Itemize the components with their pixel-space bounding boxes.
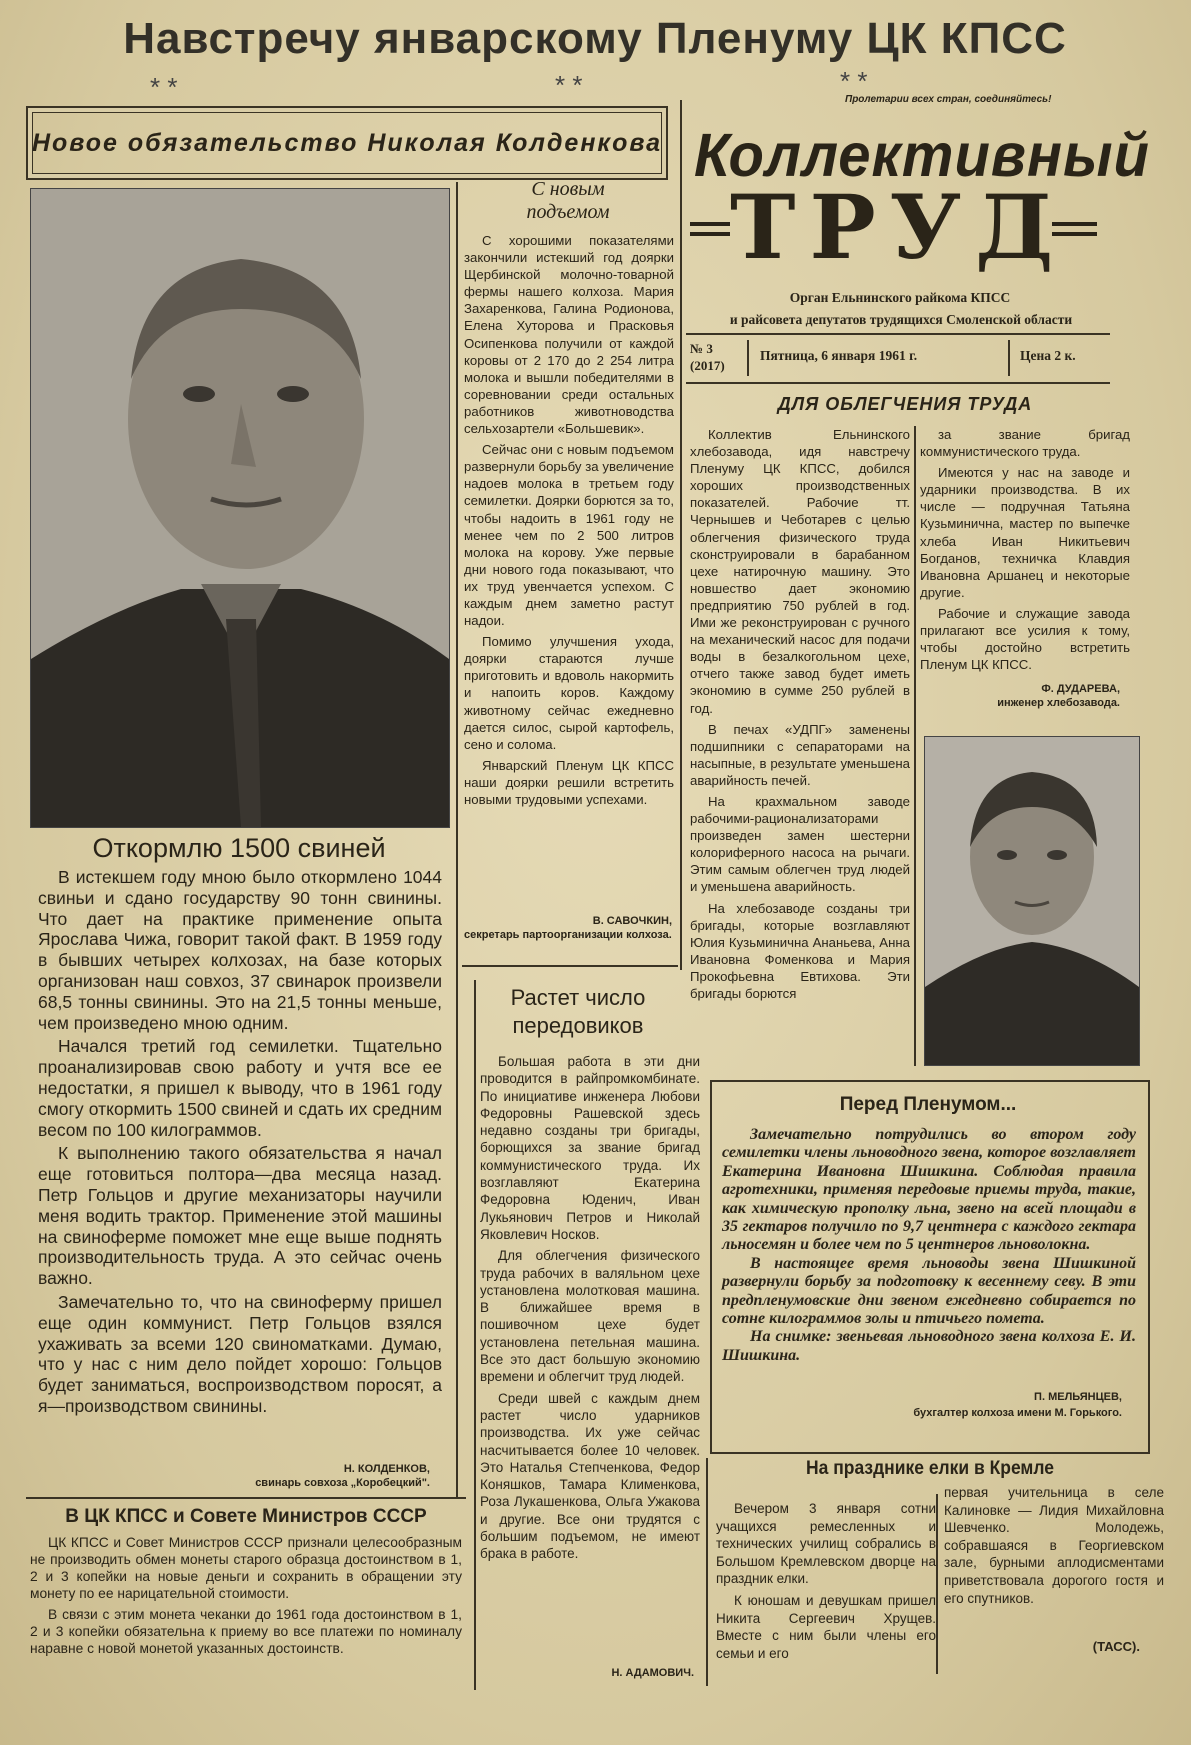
dudareva-signature-role: инженер хлебозавода. — [997, 697, 1120, 709]
adamovich-signature: Н. АДАМОВИЧ. — [611, 1667, 694, 1679]
banner-stars-2: * * — [555, 70, 583, 100]
kolden-photo — [30, 188, 450, 828]
adamovich-paragraph: Для облегчения физического труда рабочих в валяльном цехе установлена молотковая машина. В ближайшее время в пошивочном цехе будет установлена петельная машина. Все это даст большую экономию времени и облегчит труд людей. — [480, 1248, 700, 1385]
masthead-rule-top — [686, 333, 1110, 335]
kolden-paragraph: К выполнению такого обязательства я начал еще готовиться полтора—два месяца назад. Петр Гольцов и другие механизаторы научили меня водить трактор. Применение этой машины на свиноферме поможет мне еще выше поднять производительность труда. А это сейчас очень важно. — [38, 1143, 442, 1289]
issue-date: Пятница, 6 января 1961 г. — [760, 348, 918, 363]
masthead-sep-1 — [747, 340, 749, 376]
savochkin-title-line: подъемом — [526, 201, 610, 223]
col-sep-1b — [474, 980, 476, 1690]
adamovich-body — [480, 1053, 700, 1567]
adamovich-paragraph: Большая работа в эти дни проводится в райпромкомбинате. По инициативе инженера Любови Федоровны Рашевской здесь недавно созданы три бригады, борющихся за звание бригад коммунистического труда. Их возглавляют Екатерина Федоровна Юденич, Иван Лукьянович Петров и Николай Яковлевич Носков. — [480, 1054, 700, 1242]
cc-paragraph: В связи с этим монета чеканки до 1961 года достоинством в 1, 2 и 3 копейки обязательна к приему во все платежи по номиналу наравне с новой монетой указанных достоинств. — [30, 1607, 462, 1656]
dudareva-paragraph: за звание бригад коммунистического труда. — [920, 427, 1130, 460]
cc-title: В ЦК КПСС и Совете Министров СССР — [65, 1506, 427, 1527]
adamovich-title-line: передовиков — [512, 1013, 644, 1038]
savochkin-paragraph: С хорошими показателями закончили истекший год доярки Щербинской молочно-товарной фермы нашего колхоза. Мария Захаренкова, Галина Родионова, Елена Хуторова и Прасковья Осипенкова получили от каждой коровы от 2 170 до 2 254 литра молока и вышли победителями в соревновании среди остальных работников животноводства сельхозартели «Большевик». — [464, 233, 674, 437]
savochkin-title-line: С новым — [531, 178, 605, 200]
masthead-dash-left — [690, 222, 730, 236]
kolden-signature: Н. КОЛДЕНКОВ, — [343, 1463, 430, 1475]
savochkin-paragraph: Сейчас они с новым подъемом развернули борьбу за увеличение надоев молока в третьем году семилетки. Доярки борются за то, чтобы надоить в 1961 году не менее чем по 2 500 литров молока на корову. Уже первые дни нового года показывают, что их труд увенчается успехом. С каждым днем заметно растут надои. — [464, 442, 674, 629]
dudareva-body-right — [920, 426, 1130, 677]
kolden-box-title — [26, 106, 668, 180]
dudareva-body-left — [690, 426, 910, 1006]
masthead-name-main: ТРУД — [730, 175, 1068, 279]
dudareva-col-sep — [914, 426, 916, 1066]
dudareva-paragraph: На крахмальном заводе рабочими-рационализаторами произведен замен шестерни колориферного насоса на рычаги. Этим самым облегчен труд людей и уменьшена аварийность. — [690, 793, 910, 895]
dudareva-paragraph: В печах «УДПГ» заменены подшипники с сепараторами на насыпные, в результате уменьшена аварийность печей. — [690, 721, 910, 788]
masthead-name-top: Коллективный — [694, 121, 1150, 190]
elka-paragraph: К юношам и девушкам пришел Никита Сергеевич Хрущев. Вместе с ним были члены его семьи и его — [716, 1592, 936, 1661]
col-sep-2 — [680, 100, 682, 970]
kolden-paragraph: В истекшем году мною было откормлено 1044 свиньи и сдано государству 90 тонн свинины. Что дает на практике применение опыта Ярослава Чижа, говорит такой факт. В 1959 году в бывших четырех колхозах, на базе которых организован наш совхоз, 37 свинарок произвели 68,5 тонны свинины. Это на 21,5 тонны меньше, чем произведено мною одним. — [38, 867, 442, 1033]
divider-adamovich — [462, 965, 678, 967]
adamovich-title-line: Растет число — [510, 985, 646, 1010]
dudareva-paragraph: На хлебозаводе созданы три бригады, которые возглавляют Юлия Кузьминична Ананьева, Анна Ивановна Фоменкова и Мария Прокофьевна Евтихова. Эти бригады борются — [690, 900, 910, 1001]
kolden-paragraph: Начался третий год семилетки. Тщательно проанализировав свою работу и учтя все ее недостатки, я пришел к выводу, что в 1961 году смогу откормить 1500 свиней и сдать их средним весом по 100 килограммов. — [38, 1036, 442, 1140]
pered-body — [722, 1126, 1136, 1365]
adamovich-paragraph: Среди швей с каждым днем растет число ударников производства. Их уже сейчас насчитывается более 10 человек. Это Наталья Степченкова, Федор Коняшков, Тамара Клименкова, Роза Лукашенкова, Ольга Ужакова и другие. Все они трудятся с большим подъемом, не имеют брака в работе. — [480, 1390, 700, 1562]
elka-paragraph: Вечером 3 января сотни учащихся ремесленных и технических училищ собрались в Большом Кремлевском дворце на праздник елки. — [716, 1501, 936, 1587]
dudareva-title: ДЛЯ ОБЛЕГЧЕНИЯ ТРУДА — [777, 394, 1033, 414]
banner-title: Навстречу январскому Пленуму ЦК КПСС — [123, 14, 1067, 63]
slogan: Пролетарии всех стран, соединяйтесь! — [845, 94, 1052, 105]
elka-body-right — [944, 1484, 1164, 1611]
elka-paragraph: первая учительница в селе Калиновке — Лидия Михайловна Шевченко. Молодежь, собравшаяся в Георгиевском зале, бурными аплодисментами приветствовала дорогого гостя и его спутников. — [944, 1485, 1164, 1606]
dudareva-paragraph: Коллектив Ельнинского хлебозавода, идя навстречу Пленуму ЦК КПСС, добился хороших производственных показателей. Рабочие тт. Чернышев и Чеботарев с целью облегчения физического труда сконструировали в барабанном цехе натирочную машину. Это новшество дает экономию предприятию 750 рублей в год. Ими же реконструирован с ручного на механический насос для подачи воды в безалкогольном цехе, отчего также завод будет иметь экономию в сумме 250 рублей в год. — [690, 427, 910, 716]
banner-stars-1: * * — [150, 72, 178, 102]
col-sep-1 — [456, 182, 458, 1498]
savochkin-signature-role: секретарь партоорганизации колхоза. — [464, 929, 672, 941]
shishkina-photo — [924, 736, 1140, 1066]
kolden-signature-role: свинарь совхоза „Коробецкий". — [255, 1477, 430, 1489]
pered-paragraph: В настоящее время льноводы звена Шишкиной развернули борьбу за подготовку к весеннему севу. В эти предпленумовские дни звеном ежедневно собирается по сотне килограммов золы и птичьего помета. — [722, 1254, 1136, 1328]
elka-body-left — [716, 1500, 936, 1666]
banner-stars-3: * * — [840, 66, 868, 96]
organ-line-2: и райсовета депутатов трудящихся Смоленской области — [729, 312, 1073, 327]
elka-signature: (ТАСС). — [1092, 1639, 1140, 1654]
box-title-text: Новое обязательство Николая Колденкова — [31, 128, 663, 157]
issue-total: (2017) — [690, 358, 725, 373]
kolden-title: Откормлю 1500 свиней — [92, 833, 386, 863]
cc-paragraph: ЦК КПСС и Совет Министров СССР признали целесообразным не производить обмен монеты старого образца достоинством в 1, 2 и 3 копейки на новые деньги и сохранить в обращении эту монету по ее нарицательной стоимости. — [30, 1535, 462, 1601]
issue-no: № 3 — [690, 341, 713, 356]
savochkin-title — [462, 178, 674, 224]
masthead-rule-bottom — [686, 382, 1110, 384]
savochkin-body — [464, 232, 674, 812]
dudareva-paragraph: Рабочие и служащие завода прилагают все усилия к тому, чтобы достойно встретить Пленум ЦК КПСС. — [920, 605, 1130, 673]
elka-title: На празднике елки в Кремле — [806, 1458, 1054, 1479]
price: Цена 2 к. — [1020, 348, 1076, 363]
savochkin-paragraph: Январский Пленум ЦК КПСС наши доярки решили встретить новыми трудовыми успехами. — [464, 757, 674, 807]
savochkin-paragraph: Помимо улучшения ухода, доярки стараются лучше приготовить и вдоволь накормить и напоить коров. Каждому животному сейчас ежедневно дается силос, сырой картофель, сено и солома. — [464, 634, 674, 752]
savochkin-signature: В. САВОЧКИН, — [592, 915, 672, 927]
pered-paragraph: Замечательно потрудились во втором году семилетки члены льноводного звена, которое возглавляет Екатерина Ивановна Шишкина. Соблюдая правила агротехники, применяя передовые приемы труда, такие, как химическую прополку льна, звено на всей площади в 35 гектаров получило по 9,7 центнера с каждого гектара льносемян и более чем по 5 центнеров льноволокна. — [722, 1126, 1136, 1254]
divider-cc — [26, 1497, 466, 1499]
pered-signature-role: бухгалтер колхоза имени М. Горького. — [913, 1407, 1122, 1419]
col-sep-2b — [706, 1458, 708, 1686]
kolden-body — [38, 867, 442, 1420]
pered-signature: П. МЕЛЬЯНЦЕВ, — [1034, 1391, 1122, 1403]
masthead-sep-2 — [1008, 340, 1010, 376]
elka-col-sep — [936, 1494, 938, 1674]
masthead-dash-right — [1052, 222, 1097, 236]
dudareva-signature: Ф. ДУДАРЕВА, — [1041, 683, 1120, 695]
adamovich-title — [478, 984, 678, 1040]
pered-title: Перед Пленумом... — [839, 1094, 1017, 1115]
kolden-paragraph: Замечательно то, что на свиноферму пришел еще один коммунист. Петр Гольцов взялся ухаживать за всеми 120 свиноматками. Думаю, что у нас с ним дело пойдет хорошо: Гольцов будет заниматься, воспроизводством поросят, а я—производством свинины. — [38, 1291, 442, 1416]
dudareva-paragraph: Имеются у нас на заводе и ударники производства. В их числе — подручная Татьяна Кузьминична, мастер по выпечке хлеба Иван Никитьевич Богданов, техничка Клавдия Ивановна Аршанец и некоторые другие. — [920, 465, 1130, 600]
organ-line-1: Орган Ельнинского райкома КПСС — [789, 290, 1011, 305]
cc-body — [30, 1534, 462, 1661]
pered-paragraph: На снимке: звеньевая льноводного звена колхоза Е. И. Шишкина. — [722, 1328, 1136, 1364]
